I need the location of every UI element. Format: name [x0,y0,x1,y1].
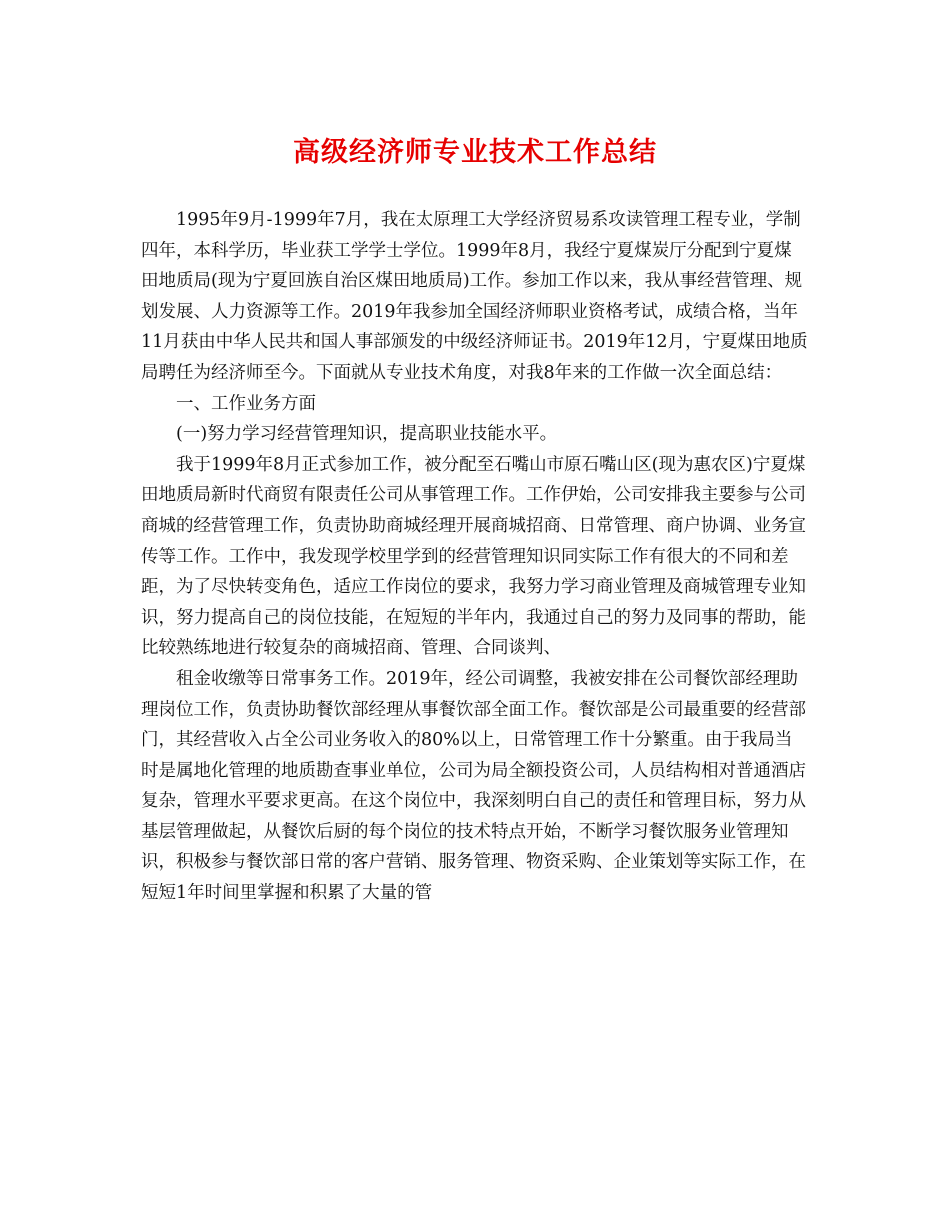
paragraph-intro: 1995年9月-1999年7月，我在太原理工大学经济贸易系攻读管理工程专业，学制四年，本科学历，毕业获工学学士学位。1999年8月，我经宁夏煤炭厅分配到宁夏煤田地质局(现为宁夏回族自治区煤田地质局)工作。参加工作以来，我从事经营管理、规划发展、人力资源等工作。2019年我参加全国经济师职业资格考试，成绩合格，当年11月获由中华人民共和国人事部颁发的中级经济师证书。2019年12月，宁夏煤田地质局聘任为经济师至今。下面就从专业技术角度，对我8年来的工作做一次全面总结： [141,210,808,383]
paragraph-catering-department: 租金收缴等日常事务工作。2019年，经公司调整，我被安排在公司餐饮部经理助理岗位工作，负责协助餐饮部经理从事餐饮部全面工作。餐饮部是公司最重要的经营部门，其经营收入占全公司业务收入的80%以上，日常管理工作十分繁重。由于我局当时是属地化管理的地质勘查事业单位，公司为局全额投资公司，人员结构相对普通酒店复杂，管理水平要求更高。在这个岗位中，我深刻明白自己的责任和管理目标，努力从基层管理做起，从餐饮后厨的每个岗位的技术特点开始，不断学习餐饮服务业管理知识，积极参与餐饮部日常的客户营销、服务管理、物资采购、企业策划等实际工作，在短短1年时间里掌握和积累了大量的管 [141,668,806,904]
document-body [141,205,809,909]
subsection-heading-study-management: (一)努力学习经营管理知识，提高职业技能水平。 [176,424,558,445]
paragraph-first-job: 我于1999年8月正式参加工作，被分配至石嘴山市原石嘴山区(现为惠农区)宁夏煤田地质局新时代商贸有限责任公司从事管理工作。工作伊始，公司安排我主要参与公司商城的经营管理工作，负责协助商城经理开展商城招商、日常管理、商户协调、业务宣传等工作。工作中，我发现学校里学到的经营管理知识同实际工作有很大的不同和差距，为了尽快转变角色，适应工作岗位的要求，我努力学习商业管理及商城管理专业知识，努力提高自己的岗位技能，在短短的半年内，我通过自己的努力及同事的帮助，能比较熟练地进行较复杂的商城招商、管理、合同谈判、 [141,454,806,659]
section-heading-work-business: 一、工作业务方面 [176,393,316,414]
document-title: 高级经济师专业技术工作总结 [293,137,657,168]
